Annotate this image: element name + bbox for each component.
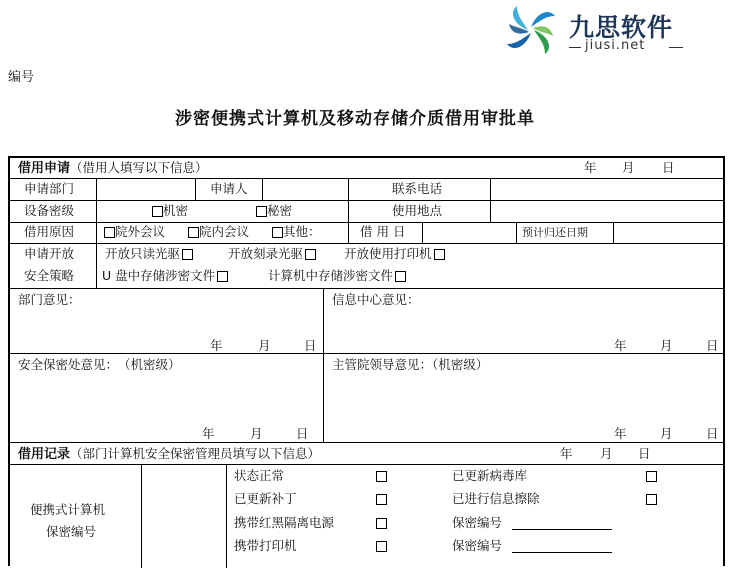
apply-date-year: 年 [584, 160, 597, 175]
wiped-checkbox[interactable] [646, 494, 657, 505]
rule [323, 288, 324, 442]
rule [348, 178, 349, 243]
rule [10, 222, 725, 223]
rule [195, 178, 196, 200]
leader-opinion-year: 年 [614, 426, 627, 441]
record-date-year: 年 [560, 446, 573, 461]
level-label: 设备密级 [24, 203, 75, 218]
rule [262, 178, 263, 200]
checkbox-icon[interactable] [217, 271, 228, 282]
logo [505, 4, 705, 56]
rule [422, 222, 423, 243]
level-confidential-option[interactable]: 机密 [150, 203, 188, 219]
checkbox-icon[interactable] [305, 249, 316, 260]
checkbox-icon[interactable] [182, 249, 193, 260]
status-ok-checkbox[interactable] [376, 471, 387, 482]
logo-name: 九思软件 [569, 13, 674, 42]
status-ok-label: 状态正常 [234, 468, 285, 483]
security-opinion-day: 日 [296, 426, 309, 441]
strategy-usb-option[interactable]: U 盘中存储涉密文件 [102, 268, 228, 284]
reason-label: 借用原因 [24, 224, 75, 239]
checkbox-icon[interactable] [104, 227, 115, 238]
strategy-printer-option[interactable]: 开放使用打印机 [344, 246, 445, 262]
document-title: 涉密便携式计算机及移动存储介质借用审批单 [175, 109, 535, 129]
apply-section-title: 借用申请 [18, 161, 71, 176]
antivirus-checkbox[interactable] [646, 471, 657, 482]
strategy-optical-read-option[interactable]: 开放只读光驱 [105, 246, 193, 262]
rule [10, 200, 725, 201]
strategy-label-1: 申请开放 [24, 246, 75, 261]
dept-opinion-year: 年 [210, 338, 223, 353]
rule [516, 222, 517, 243]
apply-section-note: （借用人填写以下信息） [70, 160, 208, 175]
dept-opinion-month: 月 [258, 338, 271, 353]
isolation-power-checkbox[interactable] [376, 518, 387, 529]
applicant-label: 申请人 [210, 181, 248, 196]
rule [10, 178, 725, 179]
checkbox-icon[interactable] [256, 206, 267, 217]
place-label: 使用地点 [392, 203, 443, 218]
logo-domain: jiusi.net [585, 38, 646, 53]
wiped-label: 已进行信息擦除 [452, 491, 540, 506]
reason-other-option[interactable]: 其他： [270, 224, 321, 240]
rule [96, 178, 97, 288]
phone-label: 联系电话 [392, 181, 443, 196]
checkbox-icon[interactable] [152, 206, 163, 217]
pinwheel-logo-icon [505, 4, 557, 56]
secret-number-1-label: 保密编号 [452, 515, 503, 530]
info-center-opinion-label: 信息中心意见： [332, 292, 420, 307]
logo-rule-right [669, 47, 683, 48]
leader-opinion-label: 主管院领导意见：（机密级） [332, 357, 489, 372]
rule [226, 464, 227, 568]
secret-number-2-label: 保密编号 [452, 538, 503, 553]
printer-label: 携带打印机 [234, 538, 297, 553]
checkbox-icon[interactable] [188, 227, 199, 238]
reason-internal-option[interactable]: 院内会议 [186, 224, 249, 240]
strategy-label-2: 安全策略 [24, 268, 75, 283]
secret-number-2-field[interactable] [512, 552, 612, 553]
security-opinion-month: 月 [250, 426, 263, 441]
leader-opinion-month: 月 [660, 426, 673, 441]
apply-date-day: 日 [662, 160, 675, 175]
rule [10, 288, 725, 289]
record-date-day: 日 [638, 446, 651, 461]
security-office-opinion-label: 安全保密处意见： （机密级） [18, 357, 181, 372]
patch-label: 已更新补丁 [234, 491, 297, 506]
isolation-power-label: 携带红黑隔离电源 [234, 515, 335, 530]
leader-opinion-day: 日 [706, 426, 719, 441]
checkbox-icon[interactable] [434, 249, 445, 260]
info-opinion-day: 日 [706, 338, 719, 353]
security-opinion-year: 年 [202, 426, 215, 441]
rule [10, 243, 725, 244]
dept-opinion-label: 部门意见： [18, 292, 81, 307]
approval-form [8, 156, 725, 566]
info-opinion-year: 年 [614, 338, 627, 353]
return-date-label: 预计归还日期 [522, 226, 588, 239]
device-label-2: 保密编号 [46, 524, 97, 539]
rule [141, 464, 142, 568]
printer-checkbox[interactable] [376, 541, 387, 552]
logo-rule-left [569, 47, 581, 48]
strategy-pc-option[interactable]: 计算机中存储涉密文件 [268, 268, 406, 284]
apply-date-month: 月 [622, 160, 635, 175]
rule [10, 464, 725, 465]
apply-section-header [18, 160, 208, 177]
level-secret-option[interactable]: 秘密 [254, 203, 292, 219]
info-opinion-month: 月 [660, 338, 673, 353]
record-section-title: 借用记录 [18, 447, 71, 462]
record-date-month: 月 [600, 446, 613, 461]
checkbox-icon[interactable] [395, 271, 406, 282]
rule [490, 178, 491, 222]
checkbox-icon[interactable] [272, 227, 283, 238]
device-label-1: 便携式计算机 [30, 502, 106, 517]
rule [10, 442, 725, 443]
strategy-optical-burn-option[interactable]: 开放刻录光驱 [228, 246, 316, 262]
reason-external-option[interactable]: 院外会议 [102, 224, 165, 240]
record-section-note: （部门计算机安全保密管理员填写以下信息） [70, 446, 321, 461]
patch-checkbox[interactable] [376, 494, 387, 505]
record-section-header [18, 446, 320, 463]
dept-opinion-day: 日 [304, 338, 317, 353]
rule [613, 222, 614, 243]
borrow-date-label: 借 用 日 [360, 224, 406, 239]
dept-label: 申请部门 [24, 181, 75, 196]
antivirus-label: 已更新病毒库 [452, 468, 528, 483]
secret-number-1-field[interactable] [512, 529, 612, 530]
serial-number-label: 编号 [8, 70, 35, 85]
